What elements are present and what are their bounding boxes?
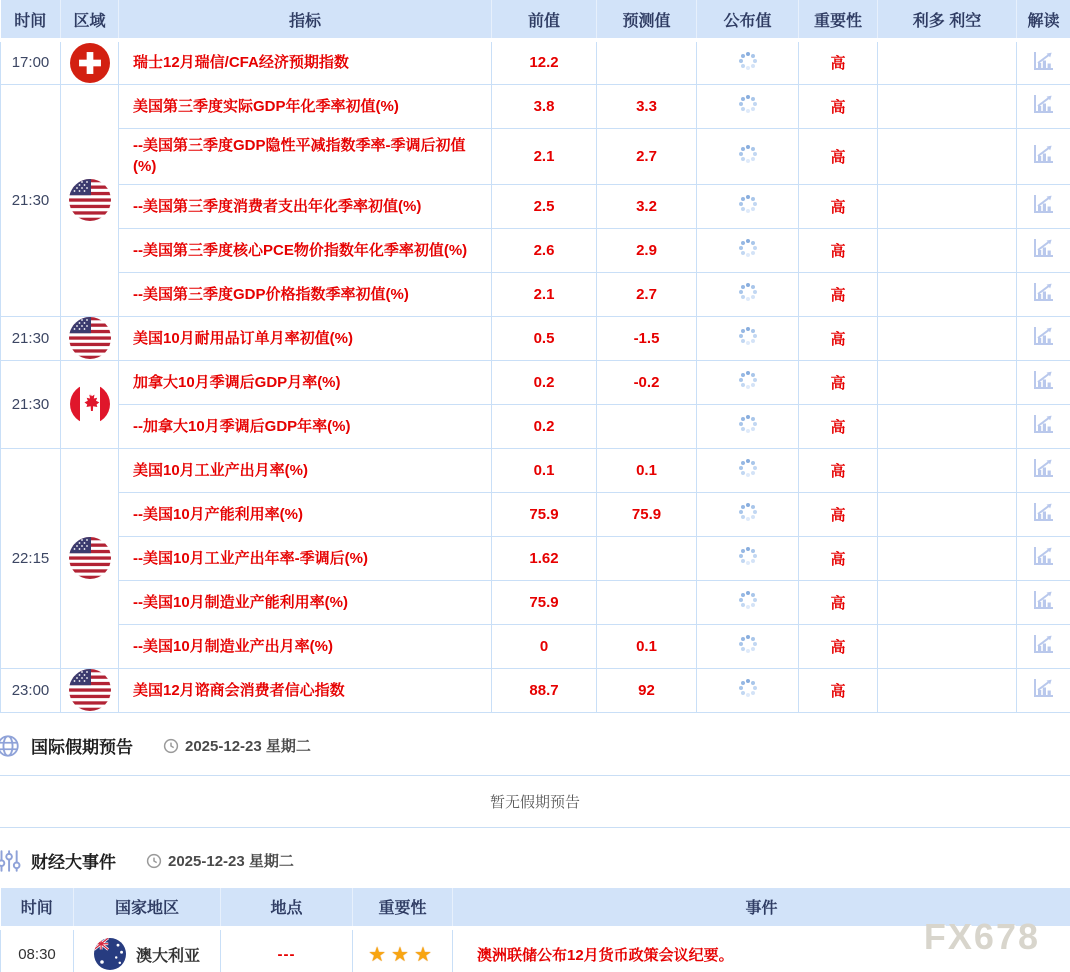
importance-badge: 高 [799,492,878,536]
previous-value: 0.1 [492,448,597,492]
importance-badge: 高 [799,128,878,184]
importance-badge: 高 [799,272,878,316]
bias-cell [878,184,1017,228]
canada-flag-icon [70,384,110,424]
indicator-link[interactable]: --美国10月产能利用率(%) [133,505,304,523]
importance-badge: 高 [799,448,878,492]
time-cell: 21:30 [1,360,61,448]
forecast-value: 2.9 [597,228,697,272]
actual-value-cell [697,668,799,712]
actual-value-cell [697,492,799,536]
interpret-cell [1017,228,1070,272]
fx678-watermark: FX678 [923,916,1040,957]
table-row [1,668,1070,712]
events-date-text: 2025-12-23 星期二 [168,853,294,870]
holiday-section-date [163,735,311,756]
interpret-cell [1017,668,1070,712]
col-event-country: 国家地区 [74,888,221,928]
bias-cell [878,580,1017,624]
previous-value: 3.8 [492,84,597,128]
previous-value: 2.5 [492,184,597,228]
indicator-link[interactable]: 加拿大10月季调后GDP月率(%) [133,373,341,391]
event-location: --- [221,928,353,972]
col-region: 区域 [61,0,119,40]
chart-icon[interactable] [1032,143,1056,165]
events-table [0,888,1070,972]
importance-badge: 高 [799,228,878,272]
actual-value-cell [697,272,799,316]
chart-icon[interactable] [1032,237,1056,259]
bias-cell [878,404,1017,448]
us-flag-icon [69,669,111,711]
bias-cell [878,40,1017,84]
indicator-link[interactable]: --美国第三季度GDP价格指数季率初值(%) [133,285,409,303]
col-interpret: 解读 [1017,0,1070,40]
bias-cell [878,228,1017,272]
previous-value: 0.2 [492,360,597,404]
holiday-date-text: 2025-12-23 星期二 [185,738,311,755]
indicator-link[interactable]: 美国12月谘商会消费者信心指数 [133,681,345,699]
events-section-date [146,850,294,871]
bias-cell [878,128,1017,184]
col-indicator: 指标 [119,0,492,40]
importance-badge: 高 [799,536,878,580]
interpret-cell [1017,40,1070,84]
table-row [1,580,1070,624]
chart-icon[interactable] [1032,193,1056,215]
table-row [1,404,1070,448]
interpret-cell [1017,492,1070,536]
col-event-location: 地点 [221,888,353,928]
indicator-link[interactable]: --美国10月制造业产出月率(%) [133,637,334,655]
importance-badge: 高 [799,624,878,668]
bias-cell [878,492,1017,536]
indicator-link[interactable]: 瑞士12月瑞信/CFA经济预期指数 [133,54,349,72]
australia-flag-icon [94,938,126,970]
importance-badge: 高 [799,184,878,228]
flag-cell [61,40,119,84]
importance-badge: 高 [799,84,878,128]
indicator-link[interactable]: --美国10月制造业产能利用率(%) [133,593,349,611]
col-time: 时间 [1,0,61,40]
flag-cell [61,316,119,360]
table-row [1,84,1070,128]
no-holiday-message: 暂无假期预告 [0,775,1070,828]
importance-badge: 高 [799,316,878,360]
chart-icon[interactable] [1032,93,1056,115]
loading-spinner-icon [746,202,750,206]
interpret-cell [1017,272,1070,316]
forecast-value: 3.3 [597,84,697,128]
indicator-link[interactable]: 美国第三季度实际GDP年化季率初值(%) [133,97,399,115]
bias-cell [878,624,1017,668]
interpret-cell [1017,404,1070,448]
actual-value-cell [697,448,799,492]
indicator-link[interactable]: --美国10月工业产出年率-季调后(%) [133,549,368,567]
forecast-value: 0.1 [597,448,697,492]
chart-icon[interactable] [1032,501,1056,523]
sliders-icon [0,848,21,874]
loading-spinner-icon [746,510,750,514]
col-event-time: 时间 [1,888,74,928]
event-row [1,928,1070,972]
actual-value-cell [697,228,799,272]
actual-value-cell [697,404,799,448]
indicator-link[interactable]: 美国10月耐用品订单月率初值(%) [133,329,354,347]
table-row [1,128,1070,184]
loading-spinner-icon [746,290,750,294]
actual-value-cell [697,580,799,624]
actual-value-cell [697,84,799,128]
col-actual: 公布值 [697,0,799,40]
time-cell: 22:15 [1,448,61,668]
loading-spinner-icon [746,686,750,690]
chart-icon[interactable] [1032,325,1056,347]
forecast-value [597,40,697,84]
actual-value-cell [697,624,799,668]
forecast-value [597,536,697,580]
loading-spinner-icon [746,598,750,602]
bias-cell [878,360,1017,404]
clock-icon [163,738,179,754]
clock-icon [146,853,162,869]
chart-icon[interactable] [1032,677,1056,699]
interpret-cell [1017,360,1070,404]
chart-icon[interactable] [1032,413,1056,435]
actual-value-cell [697,536,799,580]
previous-value: 0.2 [492,404,597,448]
table-row [1,536,1070,580]
table-row [1,448,1070,492]
indicator-link[interactable]: --加拿大10月季调后GDP年率(%) [133,417,351,435]
loading-spinner-icon [746,102,750,106]
loading-spinner-icon [746,422,750,426]
events-section-header [0,848,1070,874]
forecast-value: 0.1 [597,624,697,668]
event-country-cell [74,928,221,972]
forecast-value [597,404,697,448]
time-cell: 21:30 [1,84,61,316]
us-flag-icon [69,317,111,359]
forecast-value: 2.7 [597,272,697,316]
previous-value: 2.1 [492,272,597,316]
chart-icon[interactable] [1032,589,1056,611]
bias-cell [878,448,1017,492]
previous-value: 2.1 [492,128,597,184]
table-row [1,228,1070,272]
calendar-header-row [1,0,1070,40]
event-link[interactable]: 澳洲联储公布12月货币政策会议纪要。 [477,946,734,964]
flag-cell [61,360,119,448]
loading-spinner-icon [746,246,750,250]
flag-cell [61,448,119,668]
indicator-link[interactable]: --美国第三季度核心PCE物价指数年化季率初值(%) [133,241,468,259]
loading-spinner-icon [746,554,750,558]
previous-value: 75.9 [492,492,597,536]
bias-cell [878,668,1017,712]
time-cell: 17:00 [1,40,61,84]
globe-icon [0,733,21,759]
flag-cell [61,84,119,316]
bias-cell [878,536,1017,580]
interpret-cell [1017,316,1070,360]
events-section-title: 财经大事件 [31,853,116,872]
interpret-cell [1017,580,1070,624]
importance-badge: 高 [799,40,878,84]
previous-value: 88.7 [492,668,597,712]
forecast-value: -1.5 [597,316,697,360]
interpret-cell [1017,84,1070,128]
table-row [1,492,1070,536]
previous-value: 75.9 [492,580,597,624]
bias-cell [878,316,1017,360]
interpret-cell [1017,128,1070,184]
actual-value-cell [697,316,799,360]
interpret-cell [1017,184,1070,228]
time-cell: 21:30 [1,316,61,360]
importance-badge: 高 [799,580,878,624]
chart-icon[interactable] [1032,281,1056,303]
us-flag-icon [69,179,111,221]
loading-spinner-icon [746,152,750,156]
us-flag-icon [69,537,111,579]
forecast-value [597,580,697,624]
col-previous: 前值 [492,0,597,40]
indicator-link[interactable]: 美国10月工业产出月率(%) [133,461,309,479]
table-row [1,40,1070,84]
col-forecast: 预测值 [597,0,697,40]
interpret-cell [1017,536,1070,580]
flag-cell [61,668,119,712]
switzerland-flag-icon [70,43,110,83]
interpret-cell [1017,448,1070,492]
importance-badge: 高 [799,404,878,448]
chart-icon[interactable] [1032,369,1056,391]
forecast-value: 92 [597,668,697,712]
chart-icon[interactable] [1032,633,1056,655]
table-row [1,272,1070,316]
forecast-value: 2.7 [597,128,697,184]
actual-value-cell [697,360,799,404]
bias-cell [878,84,1017,128]
interpret-cell [1017,624,1070,668]
bias-cell [878,272,1017,316]
indicator-link[interactable]: --美国第三季度GDP隐性平减指数季率-季调后初值(%) [133,137,466,175]
table-row [1,184,1070,228]
chart-icon[interactable] [1032,50,1056,72]
previous-value: 1.62 [492,536,597,580]
star-icon: ★★★ [353,928,453,972]
forecast-value: -0.2 [597,360,697,404]
forecast-value: 3.2 [597,184,697,228]
previous-value: 0 [492,624,597,668]
previous-value: 2.6 [492,228,597,272]
events-header-row [1,888,1070,928]
previous-value: 0.5 [492,316,597,360]
actual-value-cell [697,40,799,84]
forecast-value: 75.9 [597,492,697,536]
importance-badge: 高 [799,668,878,712]
col-event-event: 事件 [453,888,1070,928]
time-cell: 23:00 [1,668,61,712]
table-row [1,624,1070,668]
loading-spinner-icon [746,378,750,382]
col-importance: 重要性 [799,0,878,40]
table-row [1,316,1070,360]
loading-spinner-icon [746,642,750,646]
table-row [1,360,1070,404]
loading-spinner-icon [746,334,750,338]
event-time: 08:30 [1,928,74,972]
col-event-importance: 重要性 [353,888,453,928]
chart-icon[interactable] [1032,545,1056,567]
previous-value: 12.2 [492,40,597,84]
chart-icon[interactable] [1032,457,1056,479]
actual-value-cell [697,184,799,228]
event-country-name: 澳大利亚 [135,947,200,965]
loading-spinner-icon [746,59,750,63]
col-bias: 利多 利空 [878,0,1017,40]
indicator-link[interactable]: --美国第三季度消费者支出年化季率初值(%) [133,197,422,215]
holiday-section-header [0,733,1070,759]
holiday-section-title: 国际假期预告 [31,738,133,757]
importance-badge: 高 [799,360,878,404]
loading-spinner-icon [746,466,750,470]
actual-value-cell [697,128,799,184]
